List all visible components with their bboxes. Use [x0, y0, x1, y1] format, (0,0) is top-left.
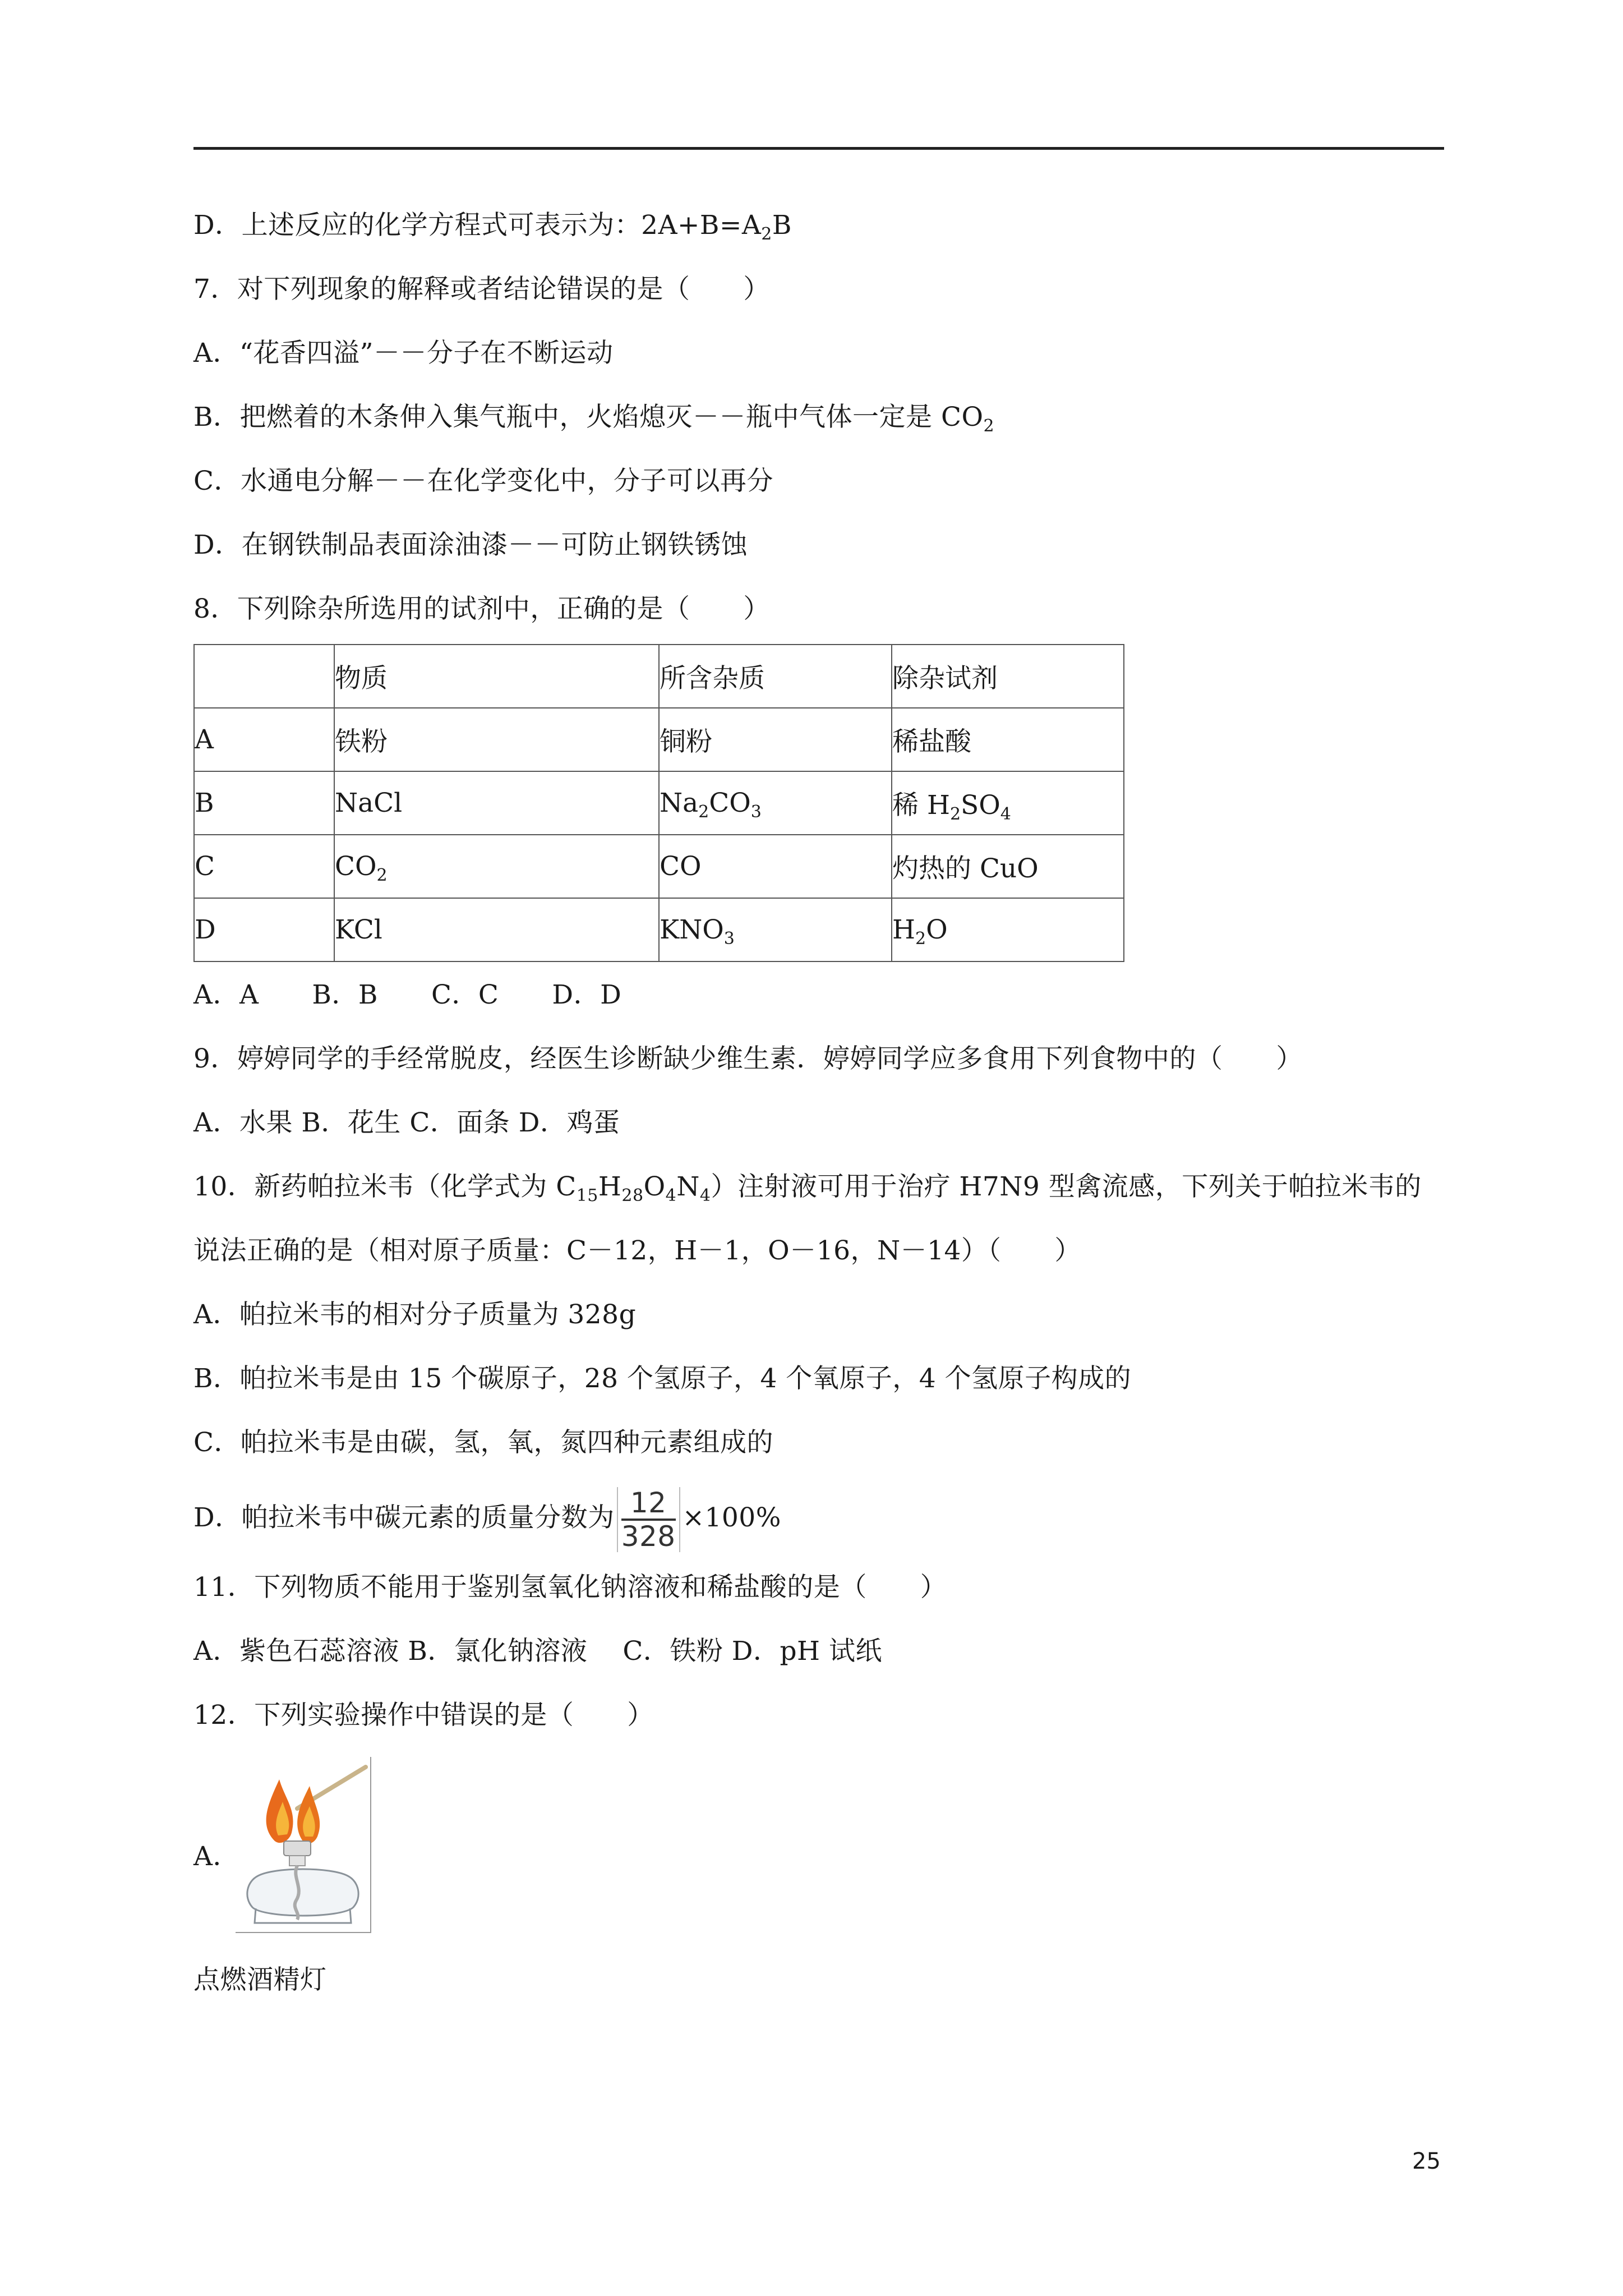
table-cell-substance: NaCl [334, 771, 659, 835]
table-header-cell: 物质 [334, 645, 659, 708]
q7-stem: 7．对下列现象的解释或者结论错误的是（ ） [193, 274, 770, 305]
table-header-cell: 所含杂质 [659, 645, 892, 708]
q10-option-d: D．帕拉米韦中碳元素的质量分数为 $\frac{12}{328}$ ×100% [193, 1487, 781, 1553]
q11-options: A．紫色石蕊溶液 B．氯化钠溶液 C．铁粉 D．pH 试纸 [193, 1636, 882, 1667]
table-row [194, 708, 1124, 771]
page-number: 25 [1412, 2148, 1441, 2174]
table-cell-reagent: 稀 $H_2SO_4$ [892, 771, 1124, 835]
fraction: $\frac{12}{328}$ [617, 1487, 680, 1552]
q11-stem: 11．下列物质不能用于鉴别氢氧化钠溶液和稀盐酸的是（ ） [193, 1572, 947, 1603]
q8-options: A．A B．B C．C D．D [193, 979, 622, 1010]
table-cell-substance: $CO_2$ [334, 835, 659, 898]
table-cell-impurity: $KNO_3$ [659, 898, 892, 961]
alcohol-lamp-image [236, 1757, 371, 1933]
q10-stem-line2: 说法正确的是（相对原子质量：C－12，H－1，O－16，N－14）（ ） [193, 1235, 1081, 1266]
q7-option-a: A．“花香四溢”－－分子在不断运动 [193, 338, 614, 369]
table-cell-impurity: CO [659, 835, 892, 898]
q7-option-c: C．水通电分解－－在化学变化中，分子可以再分 [193, 466, 773, 496]
table-cell-substance: 铁粉 [334, 708, 659, 771]
table-cell-label: B [194, 771, 334, 835]
table-cell-reagent: 稀盐酸 [892, 708, 1124, 771]
q7-option-b: B．把燃着的木条伸入集气瓶中，火焰熄灭－－瓶中气体一定是 $CO_2$ [193, 402, 995, 436]
table-header-cell [194, 645, 334, 708]
q12-stem: 12．下列实验操作中错误的是（ ） [193, 1700, 654, 1731]
q10-option-c: C．帕拉米韦是由碳，氢，氧，氮四种元素组成的 [193, 1427, 773, 1458]
table-header-row [194, 645, 1124, 708]
q12-option-a-caption: 点燃酒精灯 [193, 1964, 327, 1995]
q6-option-d: D．上述反应的化学方程式可表示为：$2A+B=A_2B$ [193, 210, 792, 244]
header-rule [193, 147, 1444, 150]
q10-option-a: A．帕拉米韦的相对分子质量为 328g [193, 1299, 637, 1330]
table-cell-reagent: $H_2O$ [892, 898, 1124, 961]
q10-option-b: B．帕拉米韦是由 15 个碳原子，28 个氢原子，4 个氧原子，4 个氢原子构成的 [193, 1363, 1132, 1394]
table-row [194, 771, 1124, 835]
q7-option-d: D．在钢铁制品表面涂油漆－－可防止钢铁锈蚀 [193, 530, 748, 560]
table-cell-label: A [194, 708, 334, 771]
table-header-cell: 除杂试剂 [892, 645, 1124, 708]
table-cell-impurity: 铜粉 [659, 708, 892, 771]
table-cell-label: D [194, 898, 334, 961]
q8-stem: 8．下列除杂所选用的试剂中，正确的是（ ） [193, 593, 770, 624]
table-cell-substance: KCl [334, 898, 659, 961]
table-cell-reagent: 灼热的 CuO [892, 835, 1124, 898]
q12-option-a-label: A． [193, 1841, 239, 1872]
q9-options: A．水果 B．花生 C．面条 D．鸡蛋 [193, 1107, 620, 1138]
alcohol-lamp-illustration [236, 1757, 370, 1932]
q8-table [193, 644, 1124, 962]
q10-stem: 10．新药帕拉米韦（化学式为 $C_{15}H_{28}O_4N_4$）注射液可用于治疗 H7N9 型禽流感，下列关于帕拉米韦的 [193, 1171, 1422, 1205]
table-row [194, 835, 1124, 898]
table-cell-label: C [194, 835, 334, 898]
q9-stem: 9．婷婷同学的手经常脱皮，经医生诊断缺少维生素．婷婷同学应多食用下列食物中的（ ） [193, 1043, 1303, 1074]
table-row [194, 898, 1124, 961]
table-cell-impurity: $Na_2CO_3$ [659, 771, 892, 835]
